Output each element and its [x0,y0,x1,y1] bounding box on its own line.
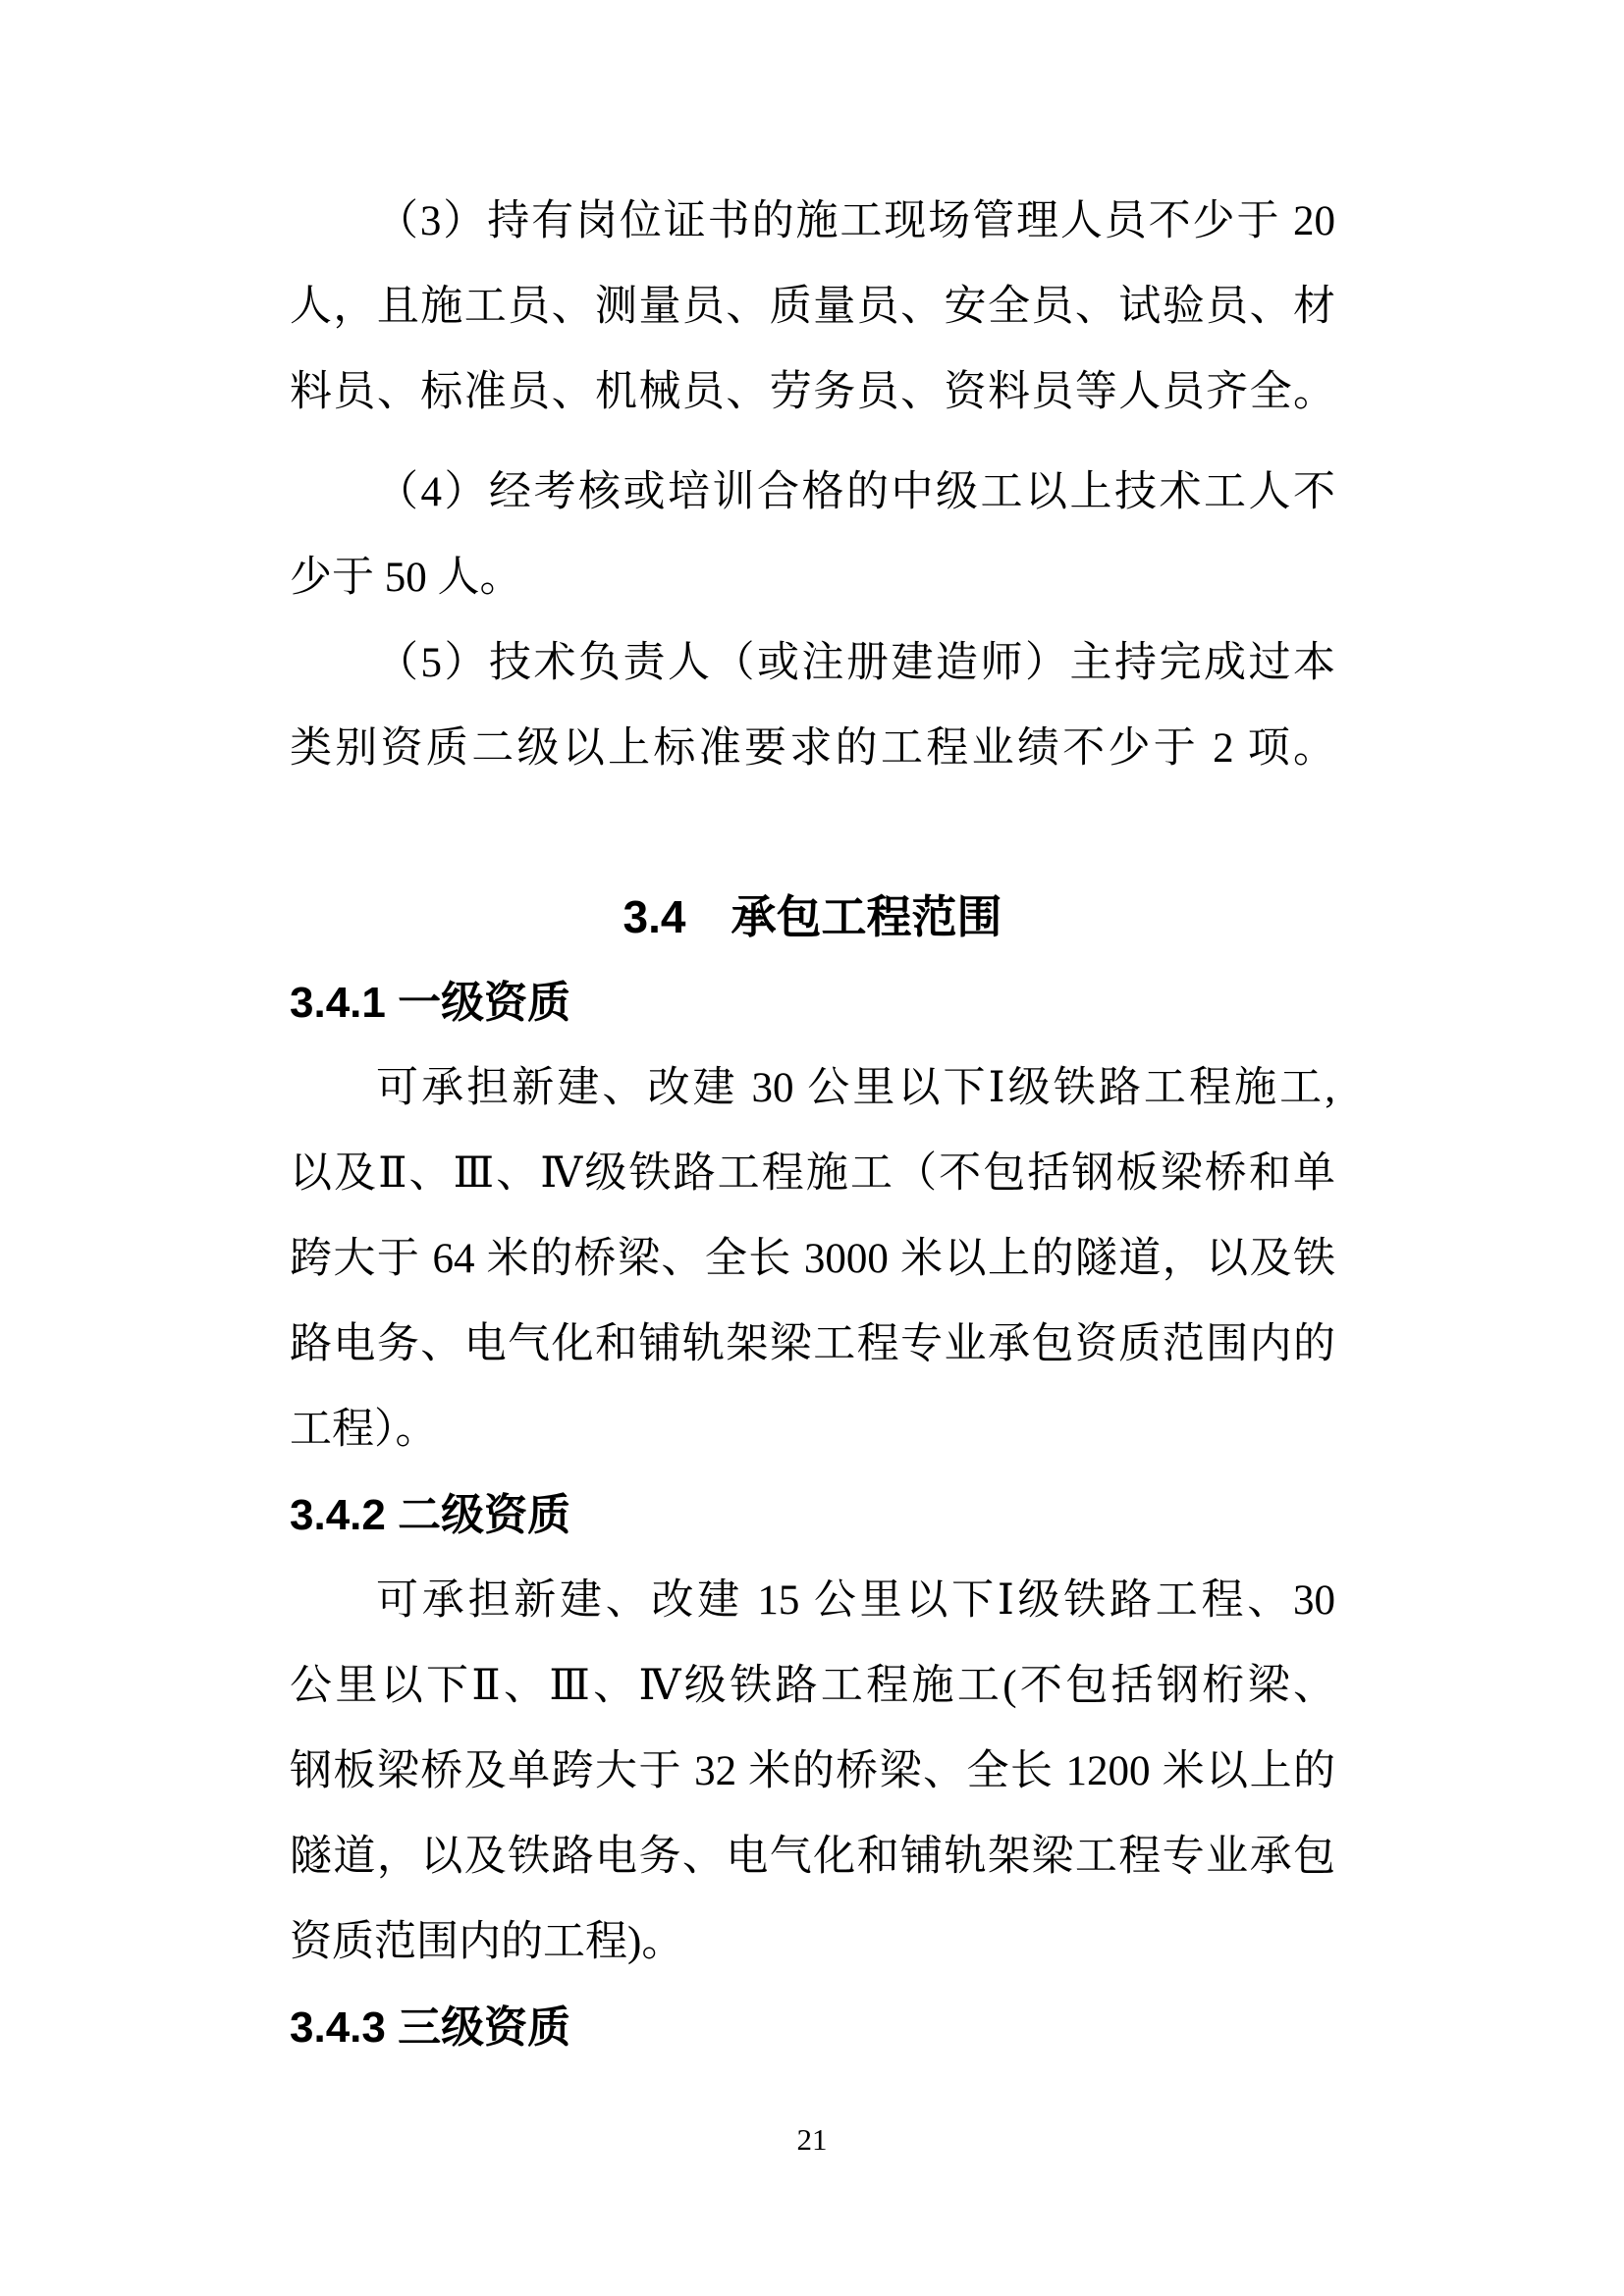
paragraph-3-4-1 [290,1045,1335,1472]
text-line: 可承担新建、改建 15 公里以下Ⅰ级铁路工程、30 [376,1577,1335,1624]
text-line: （3）持有岗位证书的施工现场管理人员不少于 20 [376,198,1335,244]
text-line: 料员、标准员、机械员、劳务员、资料员等人员齐全。 [290,369,1335,415]
paragraph-item-3 [290,179,1335,435]
text-line: 资质范围内的工程)。 [290,1919,684,1965]
subsection-heading-3-4-2: 3.4.2 二级资质 [290,1491,571,1539]
section-heading-3-4: 3.4 承包工程范围 [623,891,1002,942]
document-body [290,179,1335,2070]
page-number: 21 [796,2122,828,2157]
text-line: 公里以下Ⅱ、Ⅲ、Ⅳ级铁路工程施工(不包括钢桁梁、 [290,1663,1335,1709]
paragraph-3-4-2 [290,1558,1335,1985]
text-line: 以及Ⅱ、Ⅲ、Ⅳ级铁路工程施工（不包括钢板梁桥和单 [290,1150,1335,1197]
text-line: 跨大于 64 米的桥梁、全长 3000 米以上的隧道，以及铁 [290,1236,1335,1282]
text-line: 钢板梁桥及单跨大于 32 米的桥梁、全长 1200 米以上的 [290,1748,1335,1794]
subsection-heading-3-4-1: 3.4.1 一级资质 [290,979,571,1027]
text-line: 工程）。 [290,1407,438,1453]
text-line: 少于 50 人。 [290,555,522,601]
text-line: （4）经考核或培训合格的中级工以上技术工人不 [376,469,1335,515]
text-line: 路电务、电气化和铺轨架梁工程专业承包资质范围内的 [290,1321,1335,1367]
text-line: （5）技术负责人（或注册建造师）主持完成过本 [376,640,1335,686]
text-line: 隧道，以及铁路电务、电气化和铺轨架梁工程专业承包 [290,1834,1335,1880]
text-line: 类别资质二级以上标准要求的工程业绩不少于 2 项。 [290,725,1335,772]
paragraph-item-5 [290,620,1335,791]
text-line: 人，且施工员、测量员、质量员、安全员、试验员、材 [290,284,1335,330]
text-line: 可承担新建、改建 30 公里以下Ⅰ级铁路工程施工, [376,1065,1335,1111]
paragraph-item-4 [290,450,1335,620]
subsection-heading-3-4-3: 3.4.3 三级资质 [290,2003,571,2052]
